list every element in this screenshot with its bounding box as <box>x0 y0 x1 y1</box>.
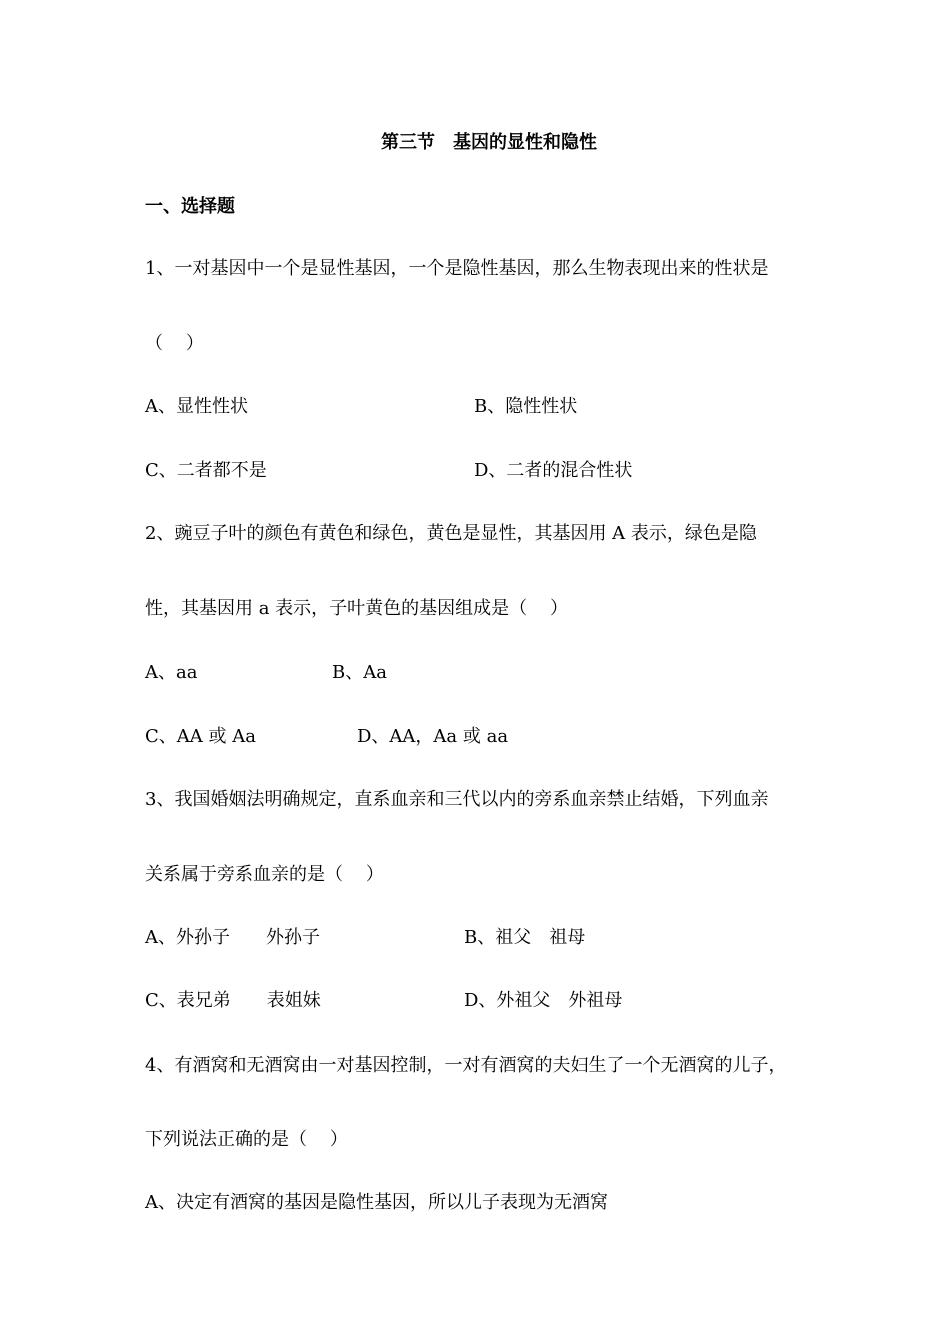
option-c: C、表兄弟 表姐妹 <box>145 990 321 1011</box>
section-heading: 一、选择题 <box>145 196 235 217</box>
option-d: D、二者的混合性状 <box>474 460 633 481</box>
option-a: A、外孙子 外孙子 <box>145 927 320 948</box>
question-text: 1、一对基因中一个是显性基因，一个是隐性基因，那么生物表现出来的性状是 <box>145 258 769 279</box>
question-text: 性，其基因用 a 表示，子叶黄色的基因组成是（ ） <box>145 598 569 619</box>
question-text: 2、豌豆子叶的颜色有黄色和绿色，黄色是显性，其基因用 A 表示，绿色是隐 <box>145 523 757 544</box>
question-text: 3、我国婚姻法明确规定，直系血亲和三代以内的旁系血亲禁止结婚，下列血亲 <box>145 789 769 810</box>
option-a: A、决定有酒窝的基因是隐性基因，所以儿子表现为无酒窝 <box>145 1192 608 1213</box>
option-d: D、AA，Aa 或 aa <box>357 726 509 747</box>
option-a: A、aa <box>145 662 198 683</box>
option-b: B、Aa <box>332 662 387 683</box>
question-text: 下列说法正确的是（ ） <box>145 1129 348 1150</box>
option-a: A、显性性状 <box>145 396 248 417</box>
option-b: B、祖父 祖母 <box>464 927 586 948</box>
option-d: D、外祖父 外祖母 <box>464 990 623 1011</box>
question-text: （ ） <box>145 333 204 354</box>
option-c: C、二者都不是 <box>145 460 267 481</box>
option-c: C、AA 或 Aa <box>145 726 256 747</box>
question-text: 4、有酒窝和无酒窝由一对基因控制，一对有酒窝的夫妇生了一个无酒窝的儿子， <box>145 1055 787 1076</box>
question-text: 关系属于旁系血亲的是（ ） <box>145 864 384 885</box>
document-title: 第三节 基因的显性和隐性 <box>381 132 597 153</box>
option-b: B、隐性性状 <box>474 396 578 417</box>
